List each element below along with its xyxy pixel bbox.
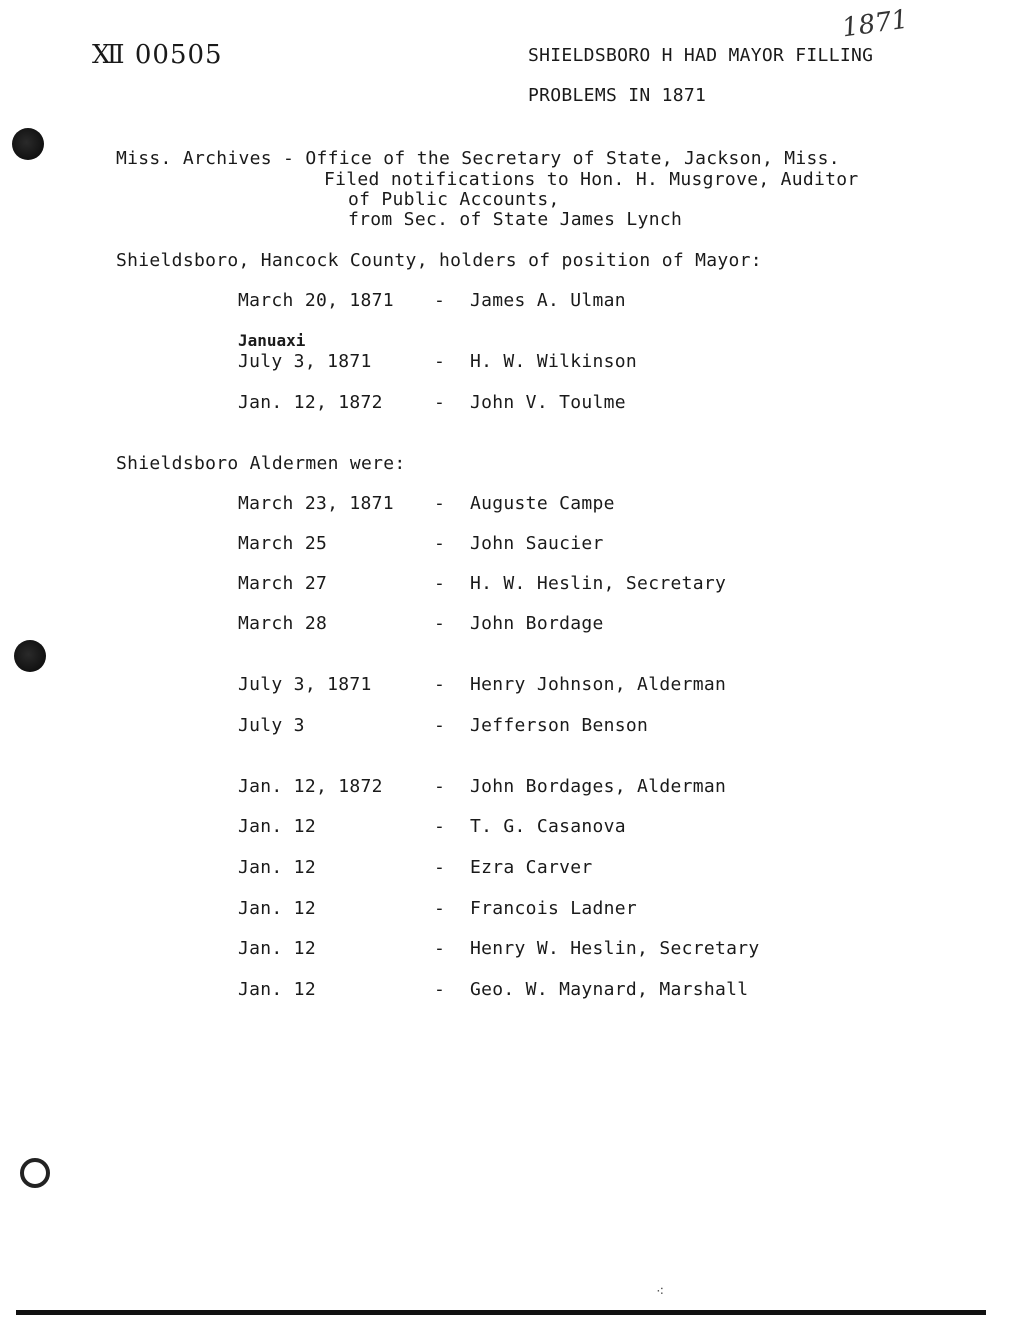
alderman-entry — [0, 899, 1020, 921]
entry-dash: - — [434, 674, 446, 695]
alderman-entry — [0, 494, 1020, 516]
entry-name: John V. Toulme — [470, 392, 626, 413]
entry-dash: - — [434, 392, 446, 413]
alderman-entry — [0, 858, 1020, 880]
alderman-entry — [0, 817, 1020, 839]
entry-date: July 3, 1871 — [238, 674, 372, 695]
entry-name: John Bordages, Alderman — [470, 776, 727, 797]
punch-hole-bottom — [20, 1158, 50, 1188]
alderman-entry — [0, 716, 1020, 738]
entry-name: John Saucier — [470, 533, 604, 554]
entry-dash: - — [434, 979, 446, 1000]
entry-date: Jan. 12 — [238, 857, 316, 878]
scan-smudge: ⁖ — [656, 1284, 665, 1300]
entry-dash: - — [434, 290, 446, 311]
struck-out-text: Januaxi — [238, 331, 306, 350]
entry-date: Jan. 12, 1872 — [238, 392, 383, 413]
handwritten-year: 1871 — [840, 4, 910, 44]
punch-hole-middle — [14, 640, 46, 672]
entry-name: Francois Ladner — [470, 898, 638, 919]
entry-dash: - — [434, 533, 446, 554]
entry-name: James A. Ulman — [470, 290, 626, 311]
alderman-entry — [0, 980, 1020, 1002]
entry-name: John Bordage — [470, 613, 604, 634]
source-line-2: Filed notifications to Hon. H. Musgrove, Auditor — [324, 169, 859, 190]
entry-name: H. W. Heslin, Secretary — [470, 573, 727, 594]
entry-dash: - — [434, 816, 446, 837]
entry-dash: - — [434, 898, 446, 919]
mayors-heading: Shieldsboro, Hancock County, holders of position of Mayor: — [116, 250, 762, 271]
alderman-entry — [0, 574, 1020, 596]
entry-date: Jan. 12, 1872 — [238, 776, 383, 797]
alderman-entry — [0, 777, 1020, 799]
entry-name: Auguste Campe — [470, 493, 615, 514]
entry-dash: - — [434, 573, 446, 594]
document-number: Ⅻ 00505 — [92, 40, 223, 70]
entry-dash: - — [434, 938, 446, 959]
entry-dash: - — [434, 351, 446, 372]
entry-date: July 3, 1871 — [238, 351, 372, 372]
document-title-line-2: PROBLEMS IN 1871 — [528, 85, 707, 106]
entry-date: Jan. 12 — [238, 898, 316, 919]
entry-name: H. W. Wilkinson — [470, 351, 638, 372]
alderman-entry — [0, 534, 1020, 556]
document-title-line-1: SHIELDSBORO H HAD MAYOR FILLING — [528, 45, 874, 66]
alderman-entry — [0, 939, 1020, 961]
entry-date: March 28 — [238, 613, 328, 634]
entry-dash: - — [434, 613, 446, 634]
mayor-entry — [0, 352, 1020, 374]
entry-date: Jan. 12 — [238, 816, 316, 837]
entry-dash: - — [434, 776, 446, 797]
entry-dash: - — [434, 857, 446, 878]
entry-date: July 3 — [238, 715, 305, 736]
entry-date: March 27 — [238, 573, 328, 594]
entry-date: March 20, 1871 — [238, 290, 394, 311]
bottom-edge-rule — [16, 1310, 986, 1315]
mayor-entry — [0, 393, 1020, 415]
source-line-1: Miss. Archives - Office of the Secretary of State, Jackson, Miss. — [116, 148, 840, 169]
entry-name: Jefferson Benson — [470, 715, 649, 736]
source-line-3: of Public Accounts, — [348, 189, 560, 210]
mayor-entry — [0, 291, 1020, 313]
punch-hole-top — [12, 128, 44, 160]
alderman-entry — [0, 675, 1020, 697]
alderman-entry — [0, 614, 1020, 636]
entry-name: Geo. W. Maynard, Marshall — [470, 979, 749, 1000]
entry-dash: - — [434, 715, 446, 736]
entry-date: Jan. 12 — [238, 979, 316, 1000]
entry-name: Henry W. Heslin, Secretary — [470, 938, 760, 959]
entry-date: March 23, 1871 — [238, 493, 394, 514]
aldermen-heading: Shieldsboro Aldermen were: — [116, 453, 406, 474]
entry-dash: - — [434, 493, 446, 514]
entry-name: Henry Johnson, Alderman — [470, 674, 727, 695]
entry-date: Jan. 12 — [238, 938, 316, 959]
entry-date: March 25 — [238, 533, 328, 554]
entry-name: T. G. Casanova — [470, 816, 626, 837]
source-line-4: from Sec. of State James Lynch — [348, 209, 683, 230]
entry-name: Ezra Carver — [470, 857, 593, 878]
